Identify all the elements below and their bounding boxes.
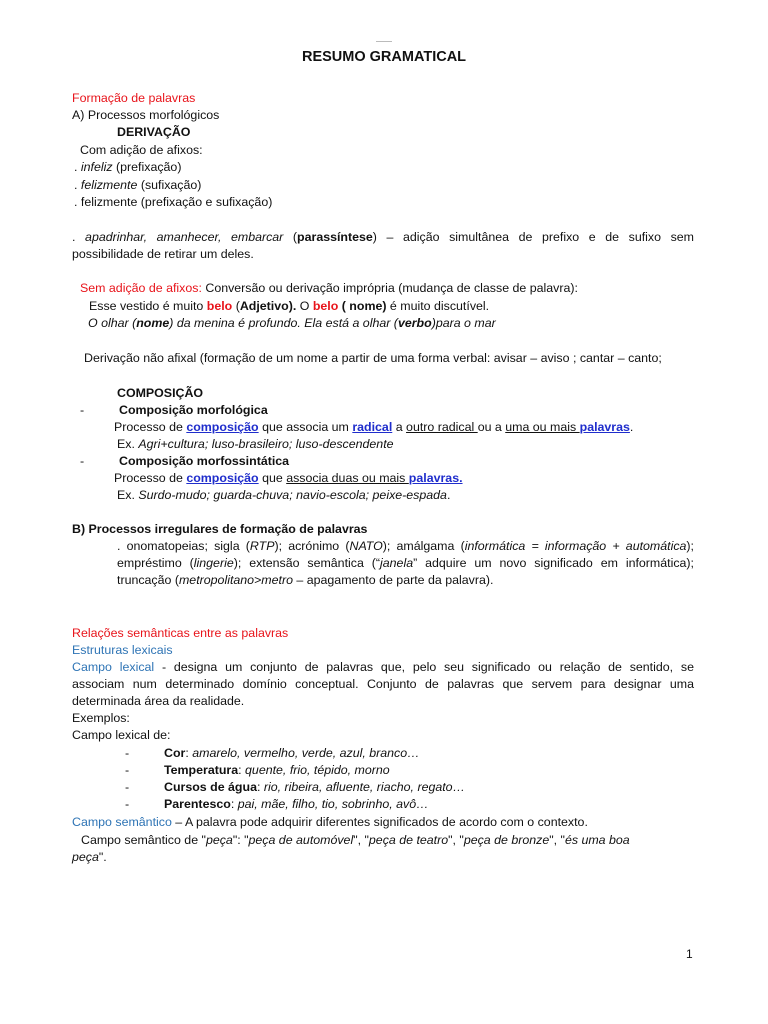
composicao-morfossintatica-definition: Processo de composição que associa duas ou mais palavras. (114, 471, 463, 485)
irregular-line-2: empréstimo (lingerie); extensão semântica (“janela” adquire um novo significado em informática); (117, 556, 694, 570)
sem-afixos-line: Sem adição de afixos: Conversão ou derivação imprópria (mudança de classe de palavra): (80, 281, 578, 295)
list-dash: - (125, 746, 130, 760)
subsection-b-title: B) Processos irregulares de formação de palavras (72, 522, 368, 536)
list-dash: - (80, 454, 85, 468)
composicao-heading: COMPOSIÇÃO (117, 386, 204, 400)
example-sufixacao: . felizmente (sufixação) (74, 178, 202, 192)
example-prefixacao: . infeliz (prefixação) (74, 160, 182, 174)
list-item: Temperatura: quente, frio, tépido, morno (164, 763, 390, 777)
olhar-example: O olhar (nome) da menina é profundo. Ela está a olhar (verbo)para o mar (88, 316, 496, 330)
link-composicao[interactable]: composição (186, 420, 259, 434)
derivacao-heading: DERIVAÇÃO (117, 125, 191, 139)
campo-lexical-definition: Campo lexical - designa um conjunto de palavras que, pelo seu significado ou relação de sentido, se (72, 660, 694, 674)
vestido-example: Esse vestido é muito belo (Adjetivo). O belo ( nome) é muito discutível. (89, 299, 490, 313)
campo-lexical-definition-line3: determinada área da realidade. (72, 694, 245, 708)
campo-semantico-definition: Campo semântico – A palavra pode adquirir diferentes significados de acordo com o contexto. (72, 815, 588, 829)
composicao-morfossintatica-examples: Ex. Surdo-mudo; guarda-chuva; navio-escola; peixe-espada. (117, 488, 451, 502)
link-composicao[interactable]: composição (186, 471, 259, 485)
list-dash: - (125, 797, 130, 811)
page-number: 1 (686, 947, 693, 961)
header-mark (376, 41, 392, 42)
composicao-morfologica-definition: Processo de composição que associa um radical a outro radical ou a uma ou mais palavras. (114, 420, 634, 434)
document-title: RESUMO GRAMATICAL (301, 49, 467, 65)
section-heading-relacoes: Relações semânticas entre as palavras (72, 626, 289, 640)
list-dash: - (80, 403, 85, 417)
com-afixos-label: Com adição de afixos: (80, 143, 203, 157)
parassintese-paragraph: . apadrinhar, amanhecer, embarcar (parassíntese) – adição simultânea de prefixo e de sufixo sem (72, 230, 694, 244)
composicao-morfologica-heading: Composição morfológica (119, 403, 268, 417)
campo-lexical-de-label: Campo lexical de: (72, 728, 171, 742)
estruturas-lexicais-heading: Estruturas lexicais (72, 643, 173, 657)
peca-examples: Campo semântico de "peça": "peça de automóvel", "peça de teatro", "peça de bronze", "és uma boa (81, 833, 630, 847)
parassintese-paragraph-line2: possibilidade de retirar um deles. (72, 247, 254, 261)
list-item: Cursos de água: rio, ribeira, afluente, riacho, regato… (164, 780, 465, 794)
composicao-morfologica-examples: Ex. Agri+cultura; luso-brasileiro; luso-descendente (117, 437, 394, 451)
campo-lexical-definition-line2: associam num determinado domínio conceptual. Conjunto de palavras que servem para designar uma (72, 677, 694, 691)
list-dash: - (125, 780, 130, 794)
link-radical[interactable]: radical (352, 420, 393, 434)
derivacao-nao-afixal: Derivação não afixal (formação de um nome a partir de uma forma verbal: avisar – aviso ; cantar – canto; (84, 351, 662, 365)
irregular-line-1: . onomatopeias; sigla (RTP); acrónimo (NATO); amálgama (informática = informação + automática); (117, 539, 694, 553)
example-prefix-sufix: . felizmente (prefixação e sufixação) (74, 195, 273, 209)
list-item: Parentesco: pai, mãe, filho, tio, sobrinho, avô… (164, 797, 429, 811)
peca-examples-line2: peça". (72, 850, 107, 864)
subsection-a-title: A) Processos morfológicos (72, 108, 220, 122)
list-item: Cor: amarelo, vermelho, verde, azul, branco… (164, 746, 420, 760)
irregular-line-3: truncação (metropolitano>metro – apagamento de parte da palavra). (117, 573, 494, 587)
exemplos-label: Exemplos: (72, 711, 130, 725)
list-dash: - (125, 763, 130, 777)
link-palavras[interactable]: palavras. (408, 471, 463, 485)
link-palavras[interactable]: palavras (579, 420, 630, 434)
composicao-morfossintatica-heading: Composição morfossintática (119, 454, 290, 468)
section-heading-formacao: Formação de palavras (72, 91, 196, 105)
